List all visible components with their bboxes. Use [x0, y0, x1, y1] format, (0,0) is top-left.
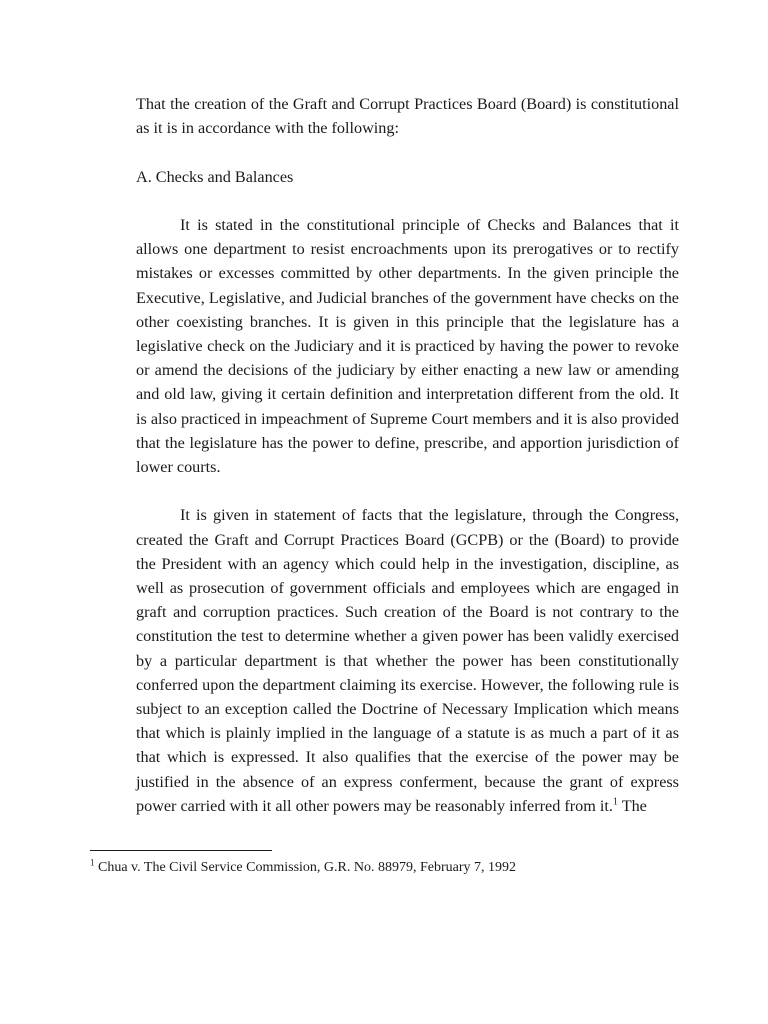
section-heading: A. Checks and Balances	[136, 167, 294, 186]
gcpb-paragraph-text: It is given in statement of facts that the legislature, through the Congress, created the Graft and Corrupt Practices Board (GCPB) or the (Board) to provide the President with an agency which could help in the investigation, discipline, as well as prosecution of government officials and employees which are engaged in graft and corruption practices. Such creation of the Board is not contrary to the constitution the test to determine whether a given power has been validly exercised by a particular department is that whether the power has been constitutionally conferred upon the department claiming its exercise. However, the following rule is subject to an exception called the Doctrine of Necessary Implication which means that which is plainly implied in the language of a statute is as much a part of it as that which is expressed. It also qualifies that the exercise of the power may be justified in the absence of an express conferment, because the grant of express power carried with it all other powers may be reasonably inferred from it.	[136, 506, 679, 815]
footnote-number: 1	[90, 857, 95, 868]
footnote-reference: 1	[612, 796, 618, 808]
gcpb-paragraph-tail: The	[621, 796, 647, 815]
gcpb-paragraph	[136, 503, 679, 818]
footnote-divider	[90, 850, 272, 851]
intro-paragraph: That the creation of the Graft and Corrupt Practices Board (Board) is constitutional as it is in accordance with the following:	[136, 95, 679, 138]
checks-balances-paragraph: It is stated in the constitutional principle of Checks and Balances that it allows one department to resist encroachments upon its prerogatives or to rectify mistakes or excesses committed by other departments. In the given principle the Executive, Legislative, and Judicial branches of the government have checks on the other coexisting branches. It is given in this principle that the legislature has a legislative check on the Judiciary and it is practiced by having the power to revoke or amend the decisions of the judiciary by either enacting a new law or amending and old law, giving it certain definition and interpretation different from the old. It is also practiced in impeachment of Supreme Court members and it is also provided that the legislature has the power to define, prescribe, and apportion jurisdiction of lower courts.	[136, 215, 679, 477]
footnote-citation: Chua v. The Civil Service Commission, G.R. No. 88979, February 7, 1992	[98, 860, 517, 875]
document-body	[136, 92, 679, 818]
footnote	[90, 859, 516, 877]
